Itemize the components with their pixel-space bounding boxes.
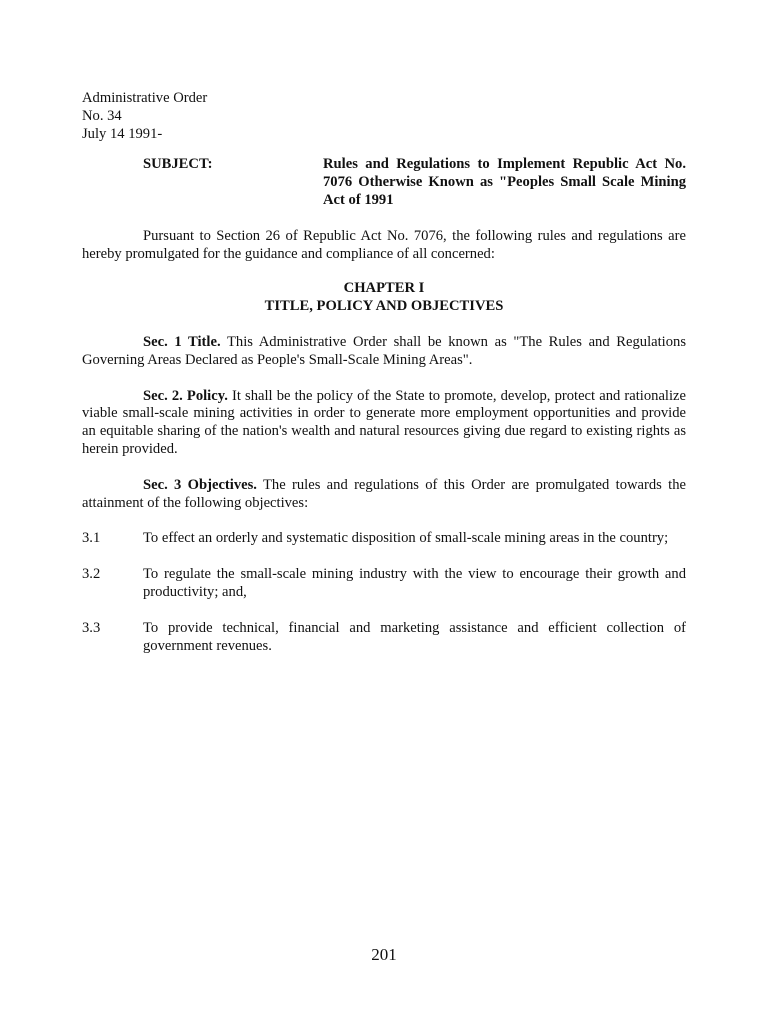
objective-item [82,566,686,602]
chapter-number: CHAPTER I [343,280,425,297]
section-1-paragraph [82,334,686,370]
order-type: Administrative Order [82,90,208,106]
order-number: No. 34 [82,107,122,124]
objective-number: 3.3 [82,619,101,636]
subject-block [82,156,686,209]
objective-item [82,620,686,656]
document-page [82,90,686,655]
objective-text: To provide technical, financial and marketing assistance and efficient collection of government revenues. [143,619,686,654]
subject-label: SUBJECT: [143,156,213,173]
section-2-paragraph [82,388,686,459]
objective-text: To effect an orderly and systematic disposition of small-scale mining areas in the country; [143,530,669,547]
section-2-body: It shall be the policy of the State to promote, develop, protect and rationalize viable small-scale mining activities in order to generate more employment opportunities and provide an equitable sharing of the nation's wealth and natural resources giving due regard to existing rights as herein provided. [82,387,686,457]
objective-number: 3.1 [82,530,101,547]
order-date: July 14 1991- [82,125,163,142]
section-3-paragraph [82,477,686,513]
page-number: 201 [371,945,397,964]
objective-text: To regulate the small-scale mining industry with the view to encourage their growth and productivity; and, [143,566,686,600]
section-3-heading: Sec. 3 Objectives. [143,476,257,493]
section-3-body: The rules and regulations of this Order are promulgated towards the attainment of the following objectives: [82,476,686,511]
chapter-title: TITLE, POLICY AND OBJECTIVES [264,298,504,315]
section-1-heading: Sec. 1 Title. [143,333,221,350]
chapter-heading [82,280,686,316]
subject-text: Rules and Regulations to Implement Republic Act No. 7076 Otherwise Known as "Peoples Small Scale Mining Act of 1991 [323,156,686,208]
objective-number: 3.2 [82,566,101,583]
section-2-heading: Sec. 2. Policy. [143,387,228,404]
objective-item [82,530,686,548]
document-header [82,90,686,143]
preamble-paragraph: Pursuant to Section 26 of Republic Act No. 7076, the following rules and regulations are hereby promulgated for the guidance and compliance of all concerned: [82,227,686,262]
section-1-body: This Administrative Order shall be known as "The Rules and Regulations Governing Areas Declared as People's Small-Scale Mining Areas". [82,333,686,368]
